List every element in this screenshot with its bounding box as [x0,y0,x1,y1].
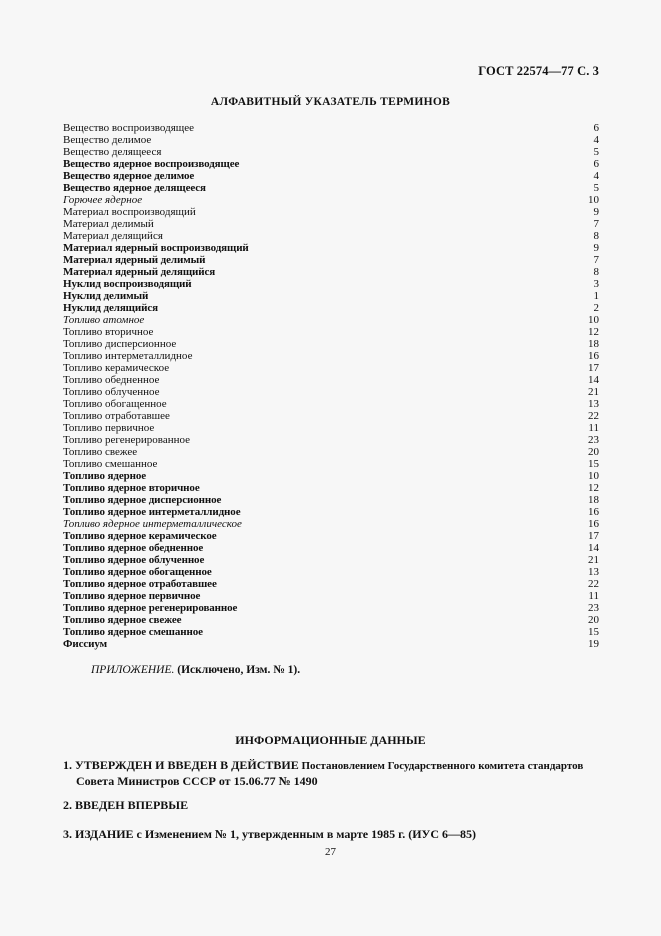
index-page-number: 14 [588,542,599,554]
index-term: Топливо ядерное отработавшее [63,578,217,590]
index-term: Материал делящийся [63,230,163,242]
index-entry [63,614,599,626]
index-page-number: 4 [593,134,599,146]
index-entry [63,626,599,638]
index-term: Топливо ядерное смешанное [63,626,203,638]
index-page-number: 2 [593,302,599,314]
index-page-number: 15 [588,458,599,470]
index-page-number: 9 [593,206,599,218]
appendix-label: ПРИЛОЖЕНИЕ. [91,664,175,676]
index-page-number: 1 [593,290,599,302]
index-entry [63,278,599,290]
index-page-number: 15 [588,626,599,638]
index-term: Топливо первичное [63,422,155,434]
standard-header: ГОСТ 22574—77 С. 3 [478,64,599,78]
index-entry [63,362,599,374]
index-entry [63,530,599,542]
index-page-number: 14 [588,374,599,386]
index-term: Топливо смешанное [63,458,158,470]
index-page-number: 23 [588,602,599,614]
index-entry [63,350,599,362]
index-term: Материал ядерный делимый [63,254,206,266]
index-page-number: 10 [588,314,599,326]
index-term: Фиссиум [63,638,108,650]
index-page-number: 18 [588,494,599,506]
index-term: Вещество воспроизводящее [63,122,194,134]
index-entry [63,542,599,554]
index-page-number: 6 [593,158,599,170]
index-entry [63,158,599,170]
index-page-number: 21 [588,554,599,566]
index-entry [63,458,599,470]
index-page-number: 13 [588,566,599,578]
index-term: Топливо ядерное интерметаллидное [63,506,241,518]
index-page-number: 16 [588,518,599,530]
index-page-number: 10 [588,470,599,482]
index-term: Вещество делящееся [63,146,162,158]
index-page-number: 18 [588,338,599,350]
index-page-number: 22 [588,410,599,422]
index-term: Материал воспроизводящий [63,206,196,218]
index-term: Топливо отработавшее [63,410,170,422]
index-term: Топливо ядерное облученное [63,554,205,566]
index-term: Топливо дисперсионное [63,338,177,350]
appendix-note [91,664,300,676]
index-entry [63,266,599,278]
index-entry [63,146,599,158]
index-entry [63,554,599,566]
index-page-number: 6 [593,122,599,134]
index-entry [63,422,599,434]
index-page-number: 3 [593,278,599,290]
index-page-number: 8 [593,266,599,278]
index-term: Вещество делимое [63,134,152,146]
index-page-number: 19 [588,638,599,650]
index-term: Топливо ядерное первичное [63,590,201,602]
index-page-number: 20 [588,614,599,626]
index-entry [63,518,599,530]
index-term: Топливо обедненное [63,374,160,386]
index-entry [63,194,599,206]
index-entry [63,506,599,518]
index-page-number: 20 [588,446,599,458]
index-term: Топливо регенерированное [63,434,191,446]
index-term: Топливо свежее [63,446,138,458]
index-page-number: 17 [588,362,599,374]
index-term: Топливо атомное [63,314,145,326]
info-title: ИНФОРМАЦИОННЫЕ ДАННЫЕ [235,733,426,747]
index-entry [63,578,599,590]
index-entry [63,134,599,146]
index-page-number: 5 [593,182,599,194]
index-entry [63,182,599,194]
index-entry [63,410,599,422]
index-entry [63,494,599,506]
index-term: Горючее ядерное [63,194,143,206]
index-term: Материал ядерный делящийся [63,266,216,278]
index-term: Вещество ядерное воспроизводящее [63,158,240,170]
index-page-number: 10 [588,194,599,206]
index-term: Топливо ядерное обогащенное [63,566,212,578]
index-term: Топливо ядерное обедненное [63,542,204,554]
info-item-1-continuation: Совета Министров СССР от 15.06.77 № 1490 [76,774,318,788]
index-page-number: 13 [588,398,599,410]
index-page-number: 5 [593,146,599,158]
index-entry [63,242,599,254]
index-term: Топливо облученное [63,386,160,398]
index-entry [63,230,599,242]
index-term: Топливо ядерное свежее [63,614,182,626]
index-entry [63,170,599,182]
index-term: Топливо ядерное [63,470,147,482]
appendix-text: (Исключено, Изм. № 1). [174,664,301,676]
info-item-1-text: Постановлением Государственного комитета стандартов [298,760,584,772]
index-page-number: 17 [588,530,599,542]
index-title: АЛФАВИТНЫЙ УКАЗАТЕЛЬ ТЕРМИНОВ [210,96,451,108]
index-page-number: 12 [588,482,599,494]
index-page-number: 12 [588,326,599,338]
index-term: Топливо обогащенное [63,398,167,410]
index-entry [63,398,599,410]
index-page-number: 16 [588,350,599,362]
index-page-number: 8 [593,230,599,242]
index-term: Топливо керамическое [63,362,170,374]
index-entry [63,482,599,494]
index-term: Нуклид делящийся [63,302,158,314]
index-entry [63,338,599,350]
index-entry [63,386,599,398]
index-term: Вещество ядерное делимое [63,170,195,182]
index-entry [63,470,599,482]
index-page-number: 9 [593,242,599,254]
index-page-number: 7 [593,218,599,230]
info-item-3: 3. ИЗДАНИЕ с Изменением № 1, утвержденным в марте 1985 г. (ИУС 6—85) [63,827,477,841]
index-term: Топливо ядерное регенерированное [63,602,238,614]
index-page-number: 4 [593,170,599,182]
index-term: Вещество ядерное делящееся [63,182,206,194]
index-term: Топливо ядерное керамическое [63,530,217,542]
index-page-number: 16 [588,506,599,518]
info-item-2: 2. ВВЕДЕН ВПЕРВЫЕ [63,798,189,812]
index-entry [63,218,599,230]
index-entry [63,638,599,650]
index-page-number: 11 [588,590,599,602]
index-page-number: 21 [588,386,599,398]
index-entry [63,374,599,386]
index-term: Нуклид делимый [63,290,149,302]
term-index [63,122,599,650]
index-entry [63,602,599,614]
index-term: Топливо вторичное [63,326,154,338]
index-entry [63,290,599,302]
index-page-number: 11 [588,422,599,434]
index-page-number: 7 [593,254,599,266]
index-entry [63,254,599,266]
page-number: 27 [325,846,336,858]
index-entry [63,206,599,218]
index-term: Топливо интерметаллидное [63,350,193,362]
index-entry [63,314,599,326]
index-entry [63,122,599,134]
index-entry [63,446,599,458]
index-term: Топливо ядерное дисперсионное [63,494,222,506]
index-term: Топливо ядерное интерметаллическое [63,518,242,530]
index-entry [63,434,599,446]
index-term: Топливо ядерное вторичное [63,482,200,494]
index-entry [63,326,599,338]
info-item-1-head: 1. УТВЕРЖДЕН И ВВЕДЕН В ДЕЙСТВИЕ [63,758,299,772]
info-item-1 [63,758,583,789]
index-page-number: 22 [588,578,599,590]
index-entry [63,302,599,314]
index-term: Материал делимый [63,218,154,230]
index-entry [63,590,599,602]
index-entry [63,566,599,578]
index-page-number: 23 [588,434,599,446]
index-term: Нуклид воспроизводящий [63,278,192,290]
index-term: Материал ядерный воспроизводящий [63,242,249,254]
